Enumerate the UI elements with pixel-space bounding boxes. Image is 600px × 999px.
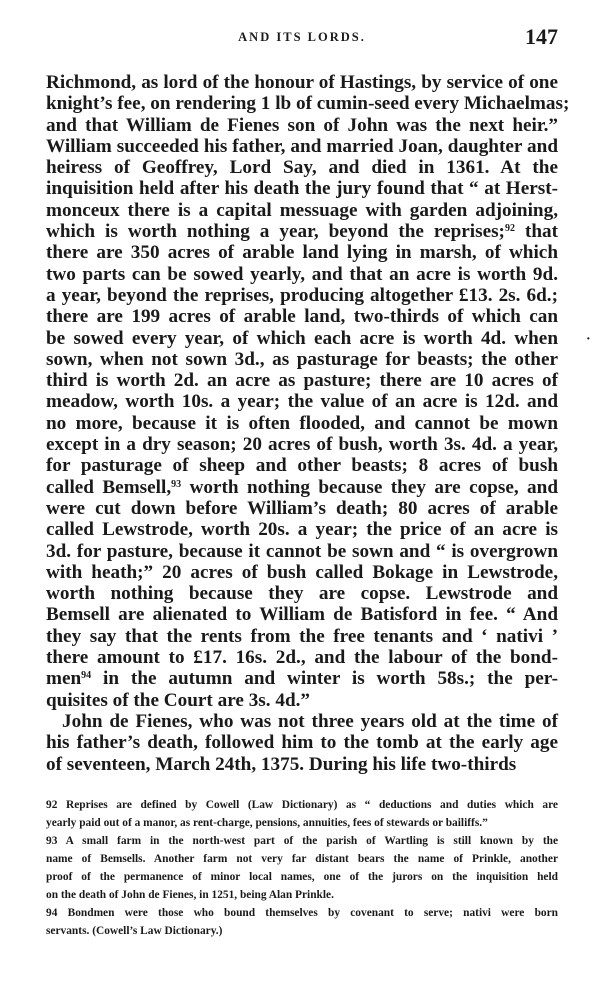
footnote-line: 92 Reprises are defined by Cowell (Law Dictionary) as “ deductions and duties which are [46,799,558,811]
text-line: 3d. for pasture, because it cannot be sown and “ is overgrown [46,540,558,562]
text-line: inquisition held after his death the jury found that “ at Herst- [46,178,558,200]
footnote-ref: 93 [171,478,182,490]
text-line: there amount to £17. 16s. 2d., and the labour of the bond- [46,647,558,669]
text-line: John de Fienes, who was not three years old at the time of [62,710,558,732]
text-line: third is worth 2d. an acre as pasture; there are 10 acres of [46,370,558,392]
text-line: Bemsell are alienated to William de Batisford in fee. “ And [46,604,558,626]
text-line: there are 199 acres of arable land, two-thirds of which can [46,306,558,328]
text-line: and that William de Fienes son of John was the next heir.” [46,114,558,136]
text-line: of seventeen, March 24th, 1375. During his life two-thirds [46,753,517,775]
text-line: men$^{94}$ in the autumn and winter is worth 58s.; the per- [46,668,558,690]
footnotes [46,796,558,940]
text-line: a year, beyond the reprises, producing altogether £13. 2s. 6d.; [46,284,558,306]
text-line: for pasturage of sheep and other beasts; 8 acres of bush [46,455,558,477]
footnote-line: name of Bemsells. Another farm not very far distant bears the name of Prinkle, another [46,853,558,865]
footnote-line: 93 A small farm in the north-west part of the parish of Wartling is still known by the [46,835,558,847]
text-line: his father’s death, followed him to the tomb at the early age [46,732,558,754]
text-line: they say that the rents from the free tenants and ‘ nativi ’ [46,625,558,647]
footnote-line: yearly paid out of a manor, as rent-charge, pensions, annuities, fees of stewards or bailiffs.” [46,817,488,829]
text-line: heiress of Geoffrey, Lord Say, and died in 1361. At the [46,157,558,179]
text-line: two parts can be sowed yearly, and that an acre is worth 9d. [46,263,558,285]
footnote-line: on the death of John de Fienes, in 1251, being Alan Prinkle. [46,889,334,901]
page-number: 147 [525,24,558,49]
footnote-ref: 92 [504,223,515,235]
footnote-ref: 94 [81,670,92,682]
text-line: quisites of the Court are 3s. 4d.” [46,689,311,711]
body-text [46,72,570,775]
text-line: with heath;” 20 acres of bush called Bokage in Lewstrode, [46,561,558,583]
text-line: which is worth nothing a year, beyond the reprises;$^{92}$ that [46,221,558,243]
text-line: meadow, worth 10s. a year; the value of an acre is 12d. and [46,391,558,413]
text-line: knight’s fee, on rendering 1 lb of cumin-seed every Michaelmas; [46,93,570,115]
text-line: called Lewstrode, worth 20s. a year; the price of an acre is [46,519,558,541]
text-line: Richmond, as lord of the honour of Hastings, by service of one [46,72,558,93]
text-line: be sowed every year, of which each acre is worth 4d. when [46,327,558,349]
margin-mark: · [586,332,591,347]
text-line: monceux there is a capital messuage with garden adjoining, [46,199,558,221]
footnote-line: proof of the permanence of minor local names, one of the jurors on the inquisition held [46,871,558,883]
text-line: no more, because it is often flooded, and cannot be mown [46,412,558,434]
text-line: except in a dry season; 20 acres of bush, worth 3s. 4d. a year, [46,434,558,456]
text-line: worth nothing because they are copse. Lewstrode and [46,583,558,605]
text-line: called Bemsell,$^{93}$ worth nothing because they are copse, and [46,476,558,498]
text-line: sown, when not sown 3d., as pasturage for beasts; the other [46,348,558,370]
text-line: William succeeded his father, and married Joan, daughter and [46,135,558,157]
running-title: AND ITS LORDS. [238,30,366,44]
footnote-line: servants. (Cowell’s Law Dictionary.) [46,925,223,937]
text-line: were cut down before William’s death; 80 acres of arable [46,497,558,519]
running-head [46,24,558,50]
text-line: there are 350 acres of arable land lying in marsh, of which [46,242,558,264]
footnote-line: 94 Bondmen were those who bound themselves by covenant to serve; nativi were born [46,907,558,919]
